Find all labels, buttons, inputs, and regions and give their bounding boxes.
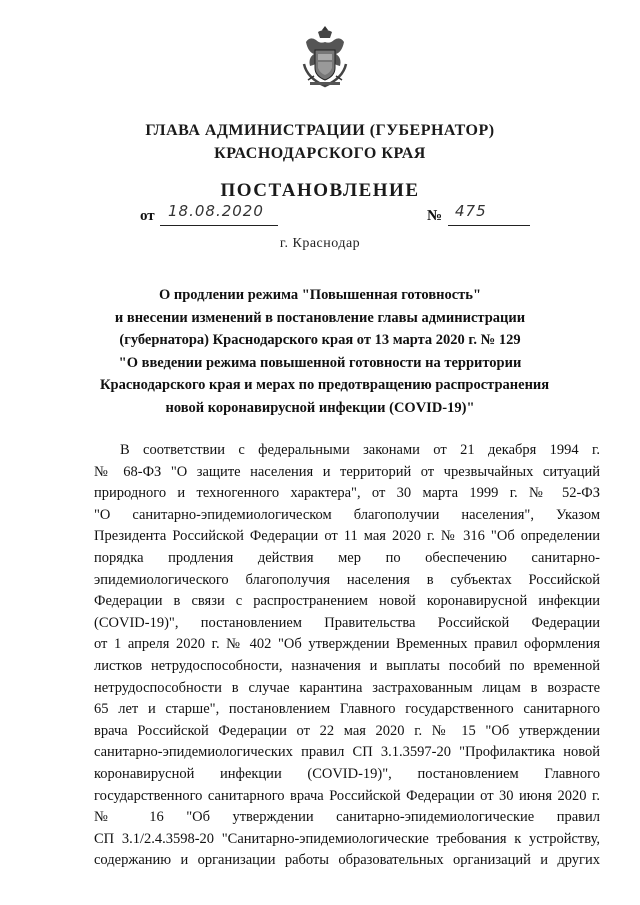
- city-name: г. Краснодар: [279, 236, 361, 251]
- title-line: и внесении изменений в постановление главы администрации: [114, 309, 526, 326]
- body-line: № 16 "Об утверждении санитарно-эпидемиологические правил: [94, 809, 600, 826]
- date-handwritten: 18.08.2020: [168, 202, 264, 220]
- body-line: 65 лет и старше", постановлением Главного государственного санитарного: [94, 701, 600, 718]
- body-line: коронавирусной инфекции (COVID-19)", постановлением Главного: [94, 765, 600, 782]
- title-line: новой коронавирусной инфекции (COVID-19)": [165, 399, 475, 416]
- title-line: О продлении режима "Повышенная готовность": [158, 287, 482, 303]
- body-line: СП 3.1/2.4.3598-20 "Санитарно-эпидемиологические требования к устройству,: [94, 830, 600, 847]
- body-line: природного и техногенного характера", от 30 марта 1999 г. № 52-ФЗ: [94, 485, 600, 502]
- authority-title-line2: КРАСНОДАРСКОГО КРАЯ: [214, 145, 426, 162]
- body-line: "О санитарно-эпидемиологическом благополучии населения", Указом: [94, 506, 600, 523]
- authority-title-line1: ГЛАВА АДМИНИСТРАЦИИ (ГУБЕРНАТОР): [145, 122, 495, 139]
- date-prefix: от: [140, 208, 155, 224]
- body-line: санитарно-эпидемиологических правил СП 3.1.3597-20 "Профилактика новой: [94, 744, 600, 761]
- body-line: порядка продления действия мер по обеспечению санитарно-: [94, 549, 600, 566]
- title-line: "О введении режима повышенной готовности на территории: [118, 354, 522, 371]
- number-prefix: №: [427, 208, 443, 224]
- resolution-title: [100, 284, 550, 419]
- body-line: содержанию и организации работы образовательных организаций и других: [94, 852, 600, 869]
- body-line: врача Российской Федерации от 22 мая 2020 г. № 15 "Об утверждении: [94, 722, 600, 739]
- body-line: государственного санитарного врача Российской Федерации от 30 июня 2020 г.: [94, 787, 600, 804]
- body-line: В соответствии с федеральными законами от 21 декабря 1994 г.: [120, 442, 600, 458]
- body-line: эпидемиологического благополучия населения в субъектах Российской: [94, 571, 600, 588]
- body-line: Президента Российской Федерации от 11 мая 2020 г. № 316 "Об определении: [94, 528, 600, 545]
- body-line: (COVID-19)", постановлением Правительства Российской Федерации: [94, 614, 600, 631]
- body-line: нетрудоспособности в случае карантина застрахованным лицам в возрасте: [94, 679, 600, 696]
- title-line: Краснодарского края и мерах по предотвращению распространения: [100, 377, 550, 393]
- coat-of-arms-emblem: [300, 24, 350, 90]
- document-type: ПОСТАНОВЛЕНИЕ: [220, 180, 420, 201]
- title-line: (губернатора) Краснодарского края от 13 марта 2020 г. № 129: [119, 332, 521, 348]
- body-line: листков нетрудоспособности, назначения и выплаты пособий по временной: [94, 657, 600, 674]
- body-line: № 68-ФЗ "О защите населения и территорий от чрезвычайных ситуаций: [94, 463, 600, 480]
- number-underline: [448, 225, 530, 226]
- body-paragraph: [94, 440, 600, 872]
- body-line: Федерации в связи с распространением новой коронавирусной инфекции: [94, 593, 600, 610]
- number-handwritten: 475: [455, 202, 487, 220]
- date-underline: [160, 225, 278, 226]
- body-line: от 1 апреля 2020 г. № 402 "Об утверждении Временных правил оформления: [94, 636, 600, 653]
